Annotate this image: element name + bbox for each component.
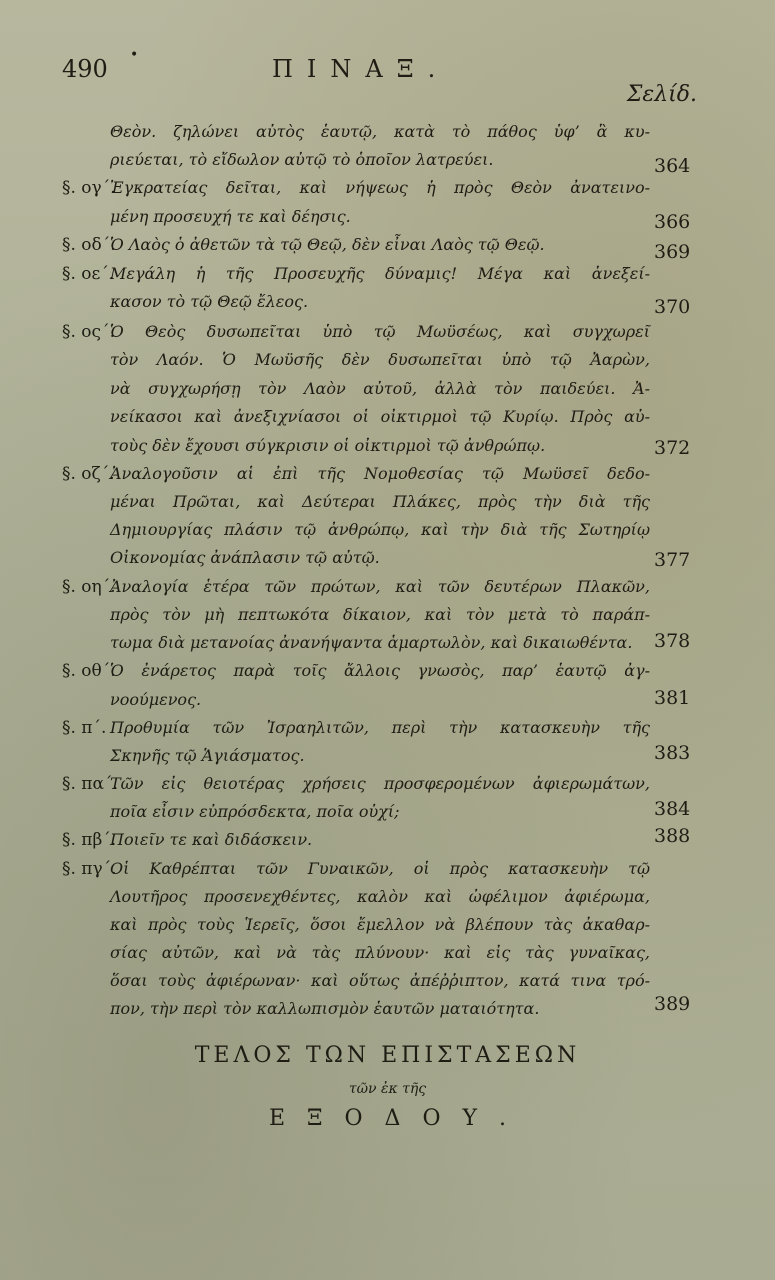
page-reference: 389 bbox=[654, 993, 691, 1015]
page-number: 490 bbox=[62, 55, 108, 83]
index-line: τωμα διὰ μετανοίας ἀνανήψαντα ἁμαρτωλὸν, καὶ δικαιωθέντα. bbox=[110, 633, 633, 652]
index-line: Δημιουργίας πλάσιν τῷ ἀνθρώπῳ, καὶ τὴν διὰ τῆς Σωτηρίῳ bbox=[110, 520, 650, 539]
index-line: ὅσαι τοὺς ἀφιέρωναν· καὶ οὕτως ἀπέῤῥιπτον, κατά τινα τρό- bbox=[110, 971, 650, 990]
index-line: νοούμενος. bbox=[110, 690, 202, 709]
ending-subtitle: τῶν ἐκ τῆς bbox=[348, 1081, 427, 1097]
index-line: ριεύεται, τὸ εἴδωλον αὐτῷ τὸ ὁποῖον λατρεύει. bbox=[110, 150, 494, 169]
index-line: μένη προσευχή τε καὶ δέησις. bbox=[110, 207, 351, 226]
index-line: Ἀναλογία ἑτέρα τῶν πρώτων, καὶ τῶν δευτέρων Πλακῶν, bbox=[110, 577, 650, 596]
index-line: καὶ πρὸς τοὺς Ἱερεῖς, ὅσοι ἔμελλον νὰ βλέπουν τὰς ἀκαθαρ- bbox=[110, 915, 650, 934]
index-line: τὸν Λαόν. Ὁ Μωϋσῆς δὲν δυσωπεῖται ὑπὸ τῷ Ἀαρὼν, bbox=[110, 350, 650, 369]
index-line: πον, τὴν περὶ τὸν καλλωπισμὸν ἑαυτῶν ματαιότητα. bbox=[110, 999, 540, 1018]
index-line: Μεγάλη ἡ τῆς Προσευχῆς δύναμις! Μέγα καὶ ἀνεξεί- bbox=[110, 264, 650, 283]
index-line: πρὸς τὸν μὴ πεπτωκότα δίκαιον, καὶ τὸν μετὰ τὸ παράπ- bbox=[110, 605, 650, 624]
page-reference: 378 bbox=[654, 630, 691, 652]
running-title: ΠΙΝΑΞ. bbox=[272, 55, 450, 83]
index-line: Σκηνῆς τῷ Ἁγιάσματος. bbox=[110, 746, 305, 765]
section-number: §. οθ΄. bbox=[62, 661, 116, 681]
page-reference: 383 bbox=[654, 742, 691, 764]
index-line: τοὺς δὲν ἔχουσι σύγκρισιν οἱ οἰκτιρμοὶ τῷ ἀνθρώπῳ. bbox=[110, 436, 546, 455]
index-line: νείκασοι καὶ ἀνεξιχνίασοι οἱ οἰκτιρμοὶ τῷ Κυρίῳ. Πρὸς αὐ- bbox=[110, 407, 650, 426]
index-line: Ἐγκρατείας δεῖται, καὶ νήψεως ἡ πρὸς Θεὸν ἀνατεινο- bbox=[110, 178, 650, 197]
page-reference: 377 bbox=[654, 549, 691, 571]
section-number: §. οζ΄. bbox=[62, 464, 115, 484]
index-line: Θεὸν. ζηλώνει αὐτὸς ἑαυτῷ, κατὰ τὸ πάθος ὑφ’ ἃ κυ- bbox=[110, 122, 650, 141]
index-line: ποῖα εἶσιν εὐπρόσδεκτα, ποῖα οὐχί; bbox=[110, 802, 400, 821]
page-reference: 366 bbox=[654, 211, 691, 233]
section-number: §. πγ΄. bbox=[62, 859, 117, 879]
page-reference: 384 bbox=[654, 798, 691, 820]
index-line: κασον τὸ τῷ Θεῷ ἔλεος. bbox=[110, 292, 309, 311]
index-line: Ὁ Λαὸς ὁ ἀθετῶν τὰ τῷ Θεῷ, δὲν εἶναι Λαὸς τῷ Θεῷ. bbox=[110, 235, 545, 254]
section-number: §. οη΄. bbox=[62, 577, 116, 597]
page-reference: 381 bbox=[654, 687, 691, 709]
index-line: μέναι Πρῶται, καὶ Δεύτεραι Πλάκες, πρὸς τὴν διὰ τῆς bbox=[110, 492, 650, 511]
index-line: Προθυμία τῶν Ἰσραηλιτῶν, περὶ τὴν κατασκευὴν τῆς bbox=[110, 718, 650, 737]
section-number: §. οε΄. bbox=[62, 264, 115, 284]
section-number: §. ογ΄. bbox=[62, 178, 116, 198]
index-line: Ἀναλογοῦσιν αἱ ἐπὶ τῆς Νομοθεσίας τῷ Μωϋσεῖ δεδο- bbox=[110, 464, 650, 483]
ink-dot: • bbox=[130, 47, 139, 63]
index-line: Οἱ Καθρέπται τῶν Γυναικῶν, οἱ πρὸς κατασκευὴν τῷ bbox=[110, 859, 650, 878]
index-line: Λουτῆρος προσενεχθέντες, καλὸν καὶ ὠφέλιμον ἀφιέρωμα, bbox=[110, 887, 650, 906]
ending-title: ΤΕΛΟΣ ΤΩΝ ΕΠΙΣΤΑΣΕΩΝ bbox=[194, 1043, 581, 1068]
index-line: Ποιεῖν τε καὶ διδάσκειν. bbox=[110, 830, 313, 849]
index-line: Τῶν εἰς θειοτέρας χρήσεις προσφερομένων ἀφιερωμάτων, bbox=[110, 774, 650, 793]
index-line: Ὁ Θεὸς δυσωπεῖται ὑπὸ τῷ Μωϋσέως, καὶ συγχωρεῖ bbox=[110, 322, 650, 341]
index-line: νὰ συγχωρήσῃ τὸν Λαὸν αὐτοῦ, ἀλλὰ τὸν παιδεύει. Ἀ- bbox=[110, 379, 650, 398]
page-column-heading: Σελίδ. bbox=[626, 82, 697, 107]
section-number: §. ος΄. bbox=[62, 322, 115, 342]
index-line: σίας αὐτῶν, καὶ νὰ τὰς πλύνουν· καὶ εἰς τὰς γυναῖκας, bbox=[110, 943, 650, 962]
page-header bbox=[60, 47, 710, 95]
page-reference: 364 bbox=[654, 155, 691, 177]
ending-book-name: ΕΞΟΔΟΥ. bbox=[268, 1106, 528, 1131]
index-line: Οἰκονομίας ἀνάπλασιν τῷ αὐτῷ. bbox=[110, 548, 380, 567]
section-number: §. πα΄. bbox=[62, 774, 118, 794]
section-number: §. πβ΄. bbox=[62, 830, 117, 850]
page-reference: 372 bbox=[654, 437, 691, 459]
index-line: Ὁ ἐνάρετος παρὰ τοῖς ἄλλοις γνωσὸς, παρ’ ἑαυτῷ ἀγ- bbox=[110, 661, 650, 680]
section-number: §. οδ΄. bbox=[62, 235, 116, 255]
page-reference: 388 bbox=[654, 825, 691, 847]
page-reference: 370 bbox=[654, 296, 691, 318]
section-number: §. π΄. bbox=[62, 718, 107, 738]
page-reference: 369 bbox=[654, 241, 691, 263]
